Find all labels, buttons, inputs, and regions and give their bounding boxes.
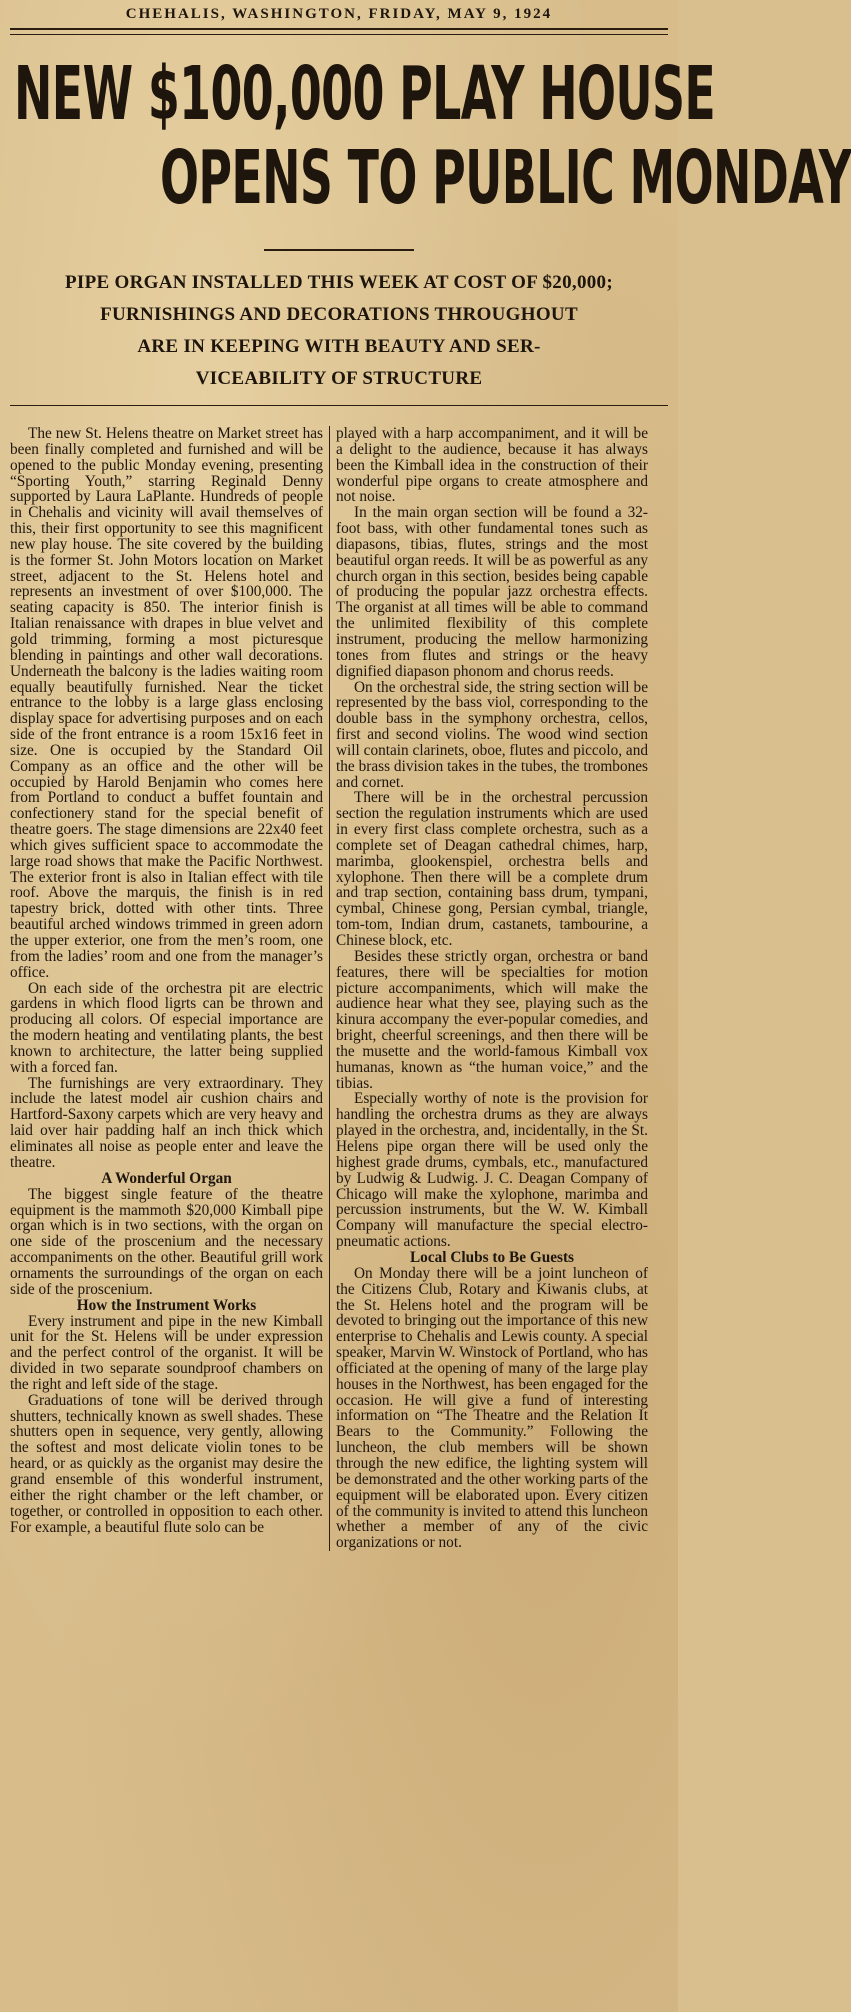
article-body xyxy=(10,426,668,1551)
paragraph: Especially worthy of note is the provision for handling the orchestra drums as they are always played in the orchestra, and, incidentally, in the St. Helens pipe organ there will be used only the highest grade drums, cymbals, etc., manufactured by Ludwig & Ludwig. J. C. Deagan Company of Chicago will make the xylophone, marimba and percussion instruments, but the W. W. Kimball Company will manufacture the special electro-pneumatic actions. xyxy=(336,1090,648,1251)
deck-rule xyxy=(10,405,668,406)
deck-line-3: ARE IN KEEPING WITH BEAUTY AND SER- xyxy=(137,336,541,357)
headline-line-2: OPENS TO PUBLIC MONDAY xyxy=(160,135,851,221)
paragraph: Every instrument and pipe in the new Kimball unit for the St. Helens will be under expression and the perfect control of the organist. It will be divided in two separate soundproof chambers on the right and left side of the stage. xyxy=(10,1312,323,1393)
paragraph: Besides these strictly organ, orchestra or band features, there will be specialties for motion picture accompaniments, which will make the audience hear what they see, playing such as the kinura accompany the ever-popular comedies, and bright, cheerful screenings, and then there will be the musette and the world-famous Kimball vox humanas, known as “the human voice,” and the tibias. xyxy=(336,947,648,1092)
paragraph: Graduations of tone will be derived through shutters, technically known as swell shades. These shutters open in sequence, very gently, allowing the softest and most delicate violin tones to be heard, or as quickly as the organist may desire the grand ensemble of this wonderful instrument, either the right chamber or the left chamber, or together, or controlled in opposition to each other. For example, a beautiful flute solo can be xyxy=(10,1391,323,1536)
headline-divider xyxy=(264,249,414,251)
subhead-local-clubs: Local Clubs to Be Guests xyxy=(409,1248,575,1266)
dateline: CHEHALIS, WASHINGTON, FRIDAY, MAY 9, 1924 xyxy=(10,0,668,30)
paragraph: played with a harp accompaniment, and it will be a delight to the audience, because it has always been the Kimball idea in the construction of their wonderful pipe organs to create atmosphere and not noise. xyxy=(336,425,648,506)
subhead-instrument-works: How the Instrument Works xyxy=(76,1296,257,1314)
deck-line-1: PIPE ORGAN INSTALLED THIS WEEK AT COST OF $20,000; xyxy=(64,272,613,293)
paragraph: In the main organ section will be found a 32-foot bass, with other fundamental tones such as diapasons, tibias, flutes, strings and the most beautiful organ reeds. It will be as powerful as any church organ in this section, besides being capable of producing the popular jazz orchestra effects. The organist at all times will be able to command the unlimited flexibility of this complete instrument, producing the mellow harmonizing tones from flutes and strings or the heavy dignified diapason phonom and chorus reeds. xyxy=(336,504,648,680)
deck-line-2: FURNISHINGS AND DECORATIONS THROUGHOUT xyxy=(100,304,578,325)
paragraph: On the orchestral side, the string section will be represented by the bass viol, corresponding to the double bass in the symphony orchestra, cellos, first and second violins. The wood wind section will contain clarinets, oboe, flutes and piccolo, and the brass division takes in the tubes, the trombones and cornet. xyxy=(336,678,648,791)
subheadline-deck xyxy=(18,267,660,395)
paragraph: There will be in the orchestral percussion section the regulation instruments which are used in every first class complete orchestra, such as a complete set of Deagan cathedral chimes, harp, marimba, glookenspiel, orchestra bells and xylophone. Then there will be a complete drum and trap section, containing bass drum, tympani, cymbal, Chinese gong, Persian cymbal, triangle, tom-tom, Indian drum, castanets, tambourine, a Chinese block, etc. xyxy=(336,789,648,949)
paragraph: The furnishings are very extraordinary. They include the latest model air cushion chairs and Hartford-Saxony carpets which are very heavy and laid over hair padding half an inch thick which eliminates all noise as people enter and leave the theatre. xyxy=(10,1074,323,1171)
masthead-rule xyxy=(10,34,668,35)
right-column xyxy=(329,426,648,1551)
left-column xyxy=(10,426,329,1551)
headline-line-1: NEW $100,000 PLAY HOUSE xyxy=(14,51,716,137)
deck-line-4: VICEABILITY OF STRUCTURE xyxy=(195,368,483,389)
paragraph: On each side of the orchestra pit are electric gardens in which flood ligrts can be thrown and producing all colors. Of especial importance are the modern heating and ventilating plants, the best known to architecture, the latter being supplied with a forced fan. xyxy=(10,979,323,1076)
paragraph: On Monday there will be a joint luncheon of the Citizens Club, Rotary and Kiwanis clubs, at the St. Helens hotel and the program will be devoted to bringing out the importance of this new enterprise to Chehalis and Lewis county. A special speaker, Marvin W. Winstock of Portland, who has officiated at the opening of many of the large play houses in the Northwest, has been engaged for the occasion. He will give a fund of interesting information on “The Theatre and the Relation It Bears to the Community.” Following the luncheon, the club members will be shown through the new edifice, the lighting system will be demonstrated and the other working parts of the equipment will be elaborated upon. Every citizen of the community is invited to attend this luncheon whether a member of any of the civic organizations or not. xyxy=(336,1264,648,1552)
paragraph: The biggest single feature of the theatre equipment is the mammoth $20,000 Kimball pipe organ which is in two sections, with the organ on one side of the proscenium and the necessary accompaniments on the other. Beautiful grill work ornaments the surroundings of the organ on each side of the proscenium. xyxy=(10,1185,323,1298)
subhead-wonderful-organ: A Wonderful Organ xyxy=(101,1169,232,1187)
paragraph: The new St. Helens theatre on Market street has been finally completed and furnished and will be opened to the public Monday evening, presenting “Sporting Youth,” starring Reginald Denny supported by Laura LaPlante. Hundreds of people in Chehalis and vicinity will avail themselves of this, their first opportunity to see this magnificent new play house. The site covered by the building is the former St. John Motors location on Market street, adjacent to the St. Helens hotel and represents an investment of over $100,000. The seating capacity is 850. The interior finish is Italian renaissance with drapes in blue velvet and gold trimming, forming a most picturesque blending in paintings and other wall decorations. Underneath the balcony is the ladies waiting room equally beautifully furnished. Near the ticket entrance to the lobby is a large glass enclosing display space for advertising purposes and on each side of the front entrance is a room 15x16 feet in size. One is occupied by the Standard Oil Company as an office and the other will be occupied by Harold Benjamin who comes here from Portland to conduct a buffet fountain and confectionery stand for the special benefit of theatre goers. The stage dimensions are 22x40 feet which gives sufficient space to accommodate the large road shows that make the Pacific Northwest. The exterior front is also in Italian effect with tile roof. Above the marquis, the finish is in red tapestry brick, dotted with other tints. Three beautiful arched windows trimmed in green adorn the upper exterior, one from the men’s room, one from the ladies’ room and one from the manager’s office. xyxy=(10,425,323,981)
